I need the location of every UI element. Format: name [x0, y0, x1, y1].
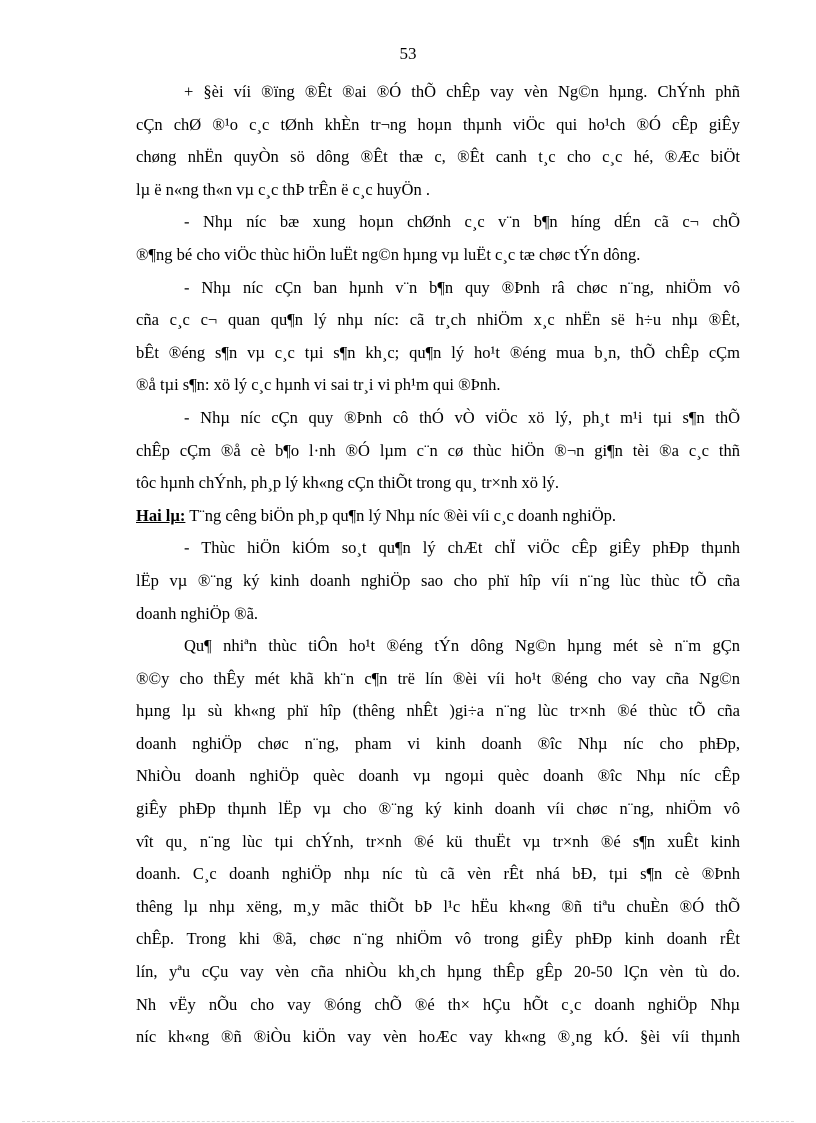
- paragraph-4-line: - Nhµ níc cÇn quy ®Þnh cô thÓ vÒ viÖc xö lý, ph¸t m¹i tµi s¶n thÕ: [184, 407, 740, 427]
- paragraph-7-line: doanh nghiÖp chøc n¨ng, pham vi kinh doanh ®îc Nhµ níc cho phÐp,: [136, 733, 740, 753]
- paragraph-6-line: lËp vµ ®¨ng ký kinh doanh nghiÖp sao cho phï hîp víi n¨ng lùc thùc tÕ cña: [136, 570, 740, 590]
- paragraph-1-line: chøng nhËn quyÒn sö dông ®Êt thæ c, ®Êt canh t¸c cho c¸c hé, ®Æc biÖt: [136, 147, 740, 167]
- paragraph-4-line: chÊp cÇm ®å cè b¶o l·nh ®Ó lµm c¨n cø thùc hiÖn ®¬n gi¶n tèi ®a c¸c thñ: [136, 440, 740, 460]
- paragraph-6-line: doanh nghiÖp ®ã.: [136, 603, 259, 623]
- paragraph-1-line: + §èi víi ®ïng ®Êt ®ai ®Ó thÕ chÊp vay vèn Ng©n hµng. ChÝnh phñ: [184, 82, 740, 101]
- paragraph-6-line: - Thùc hiÖn kiÓm so¸t qu¶n lý chÆt chÏ viÖc cÊp giÊy phÐp thµnh: [184, 538, 740, 558]
- paragraph-2-line: ®¶ng bé cho viÖc thùc hiÖn luËt ng©n hµng vµ luËt c¸c tæ chøc tÝn dông.: [136, 244, 641, 264]
- paragraph-7-line: ®©y cho thÊy mét khã kh¨n c¶n trë lín ®èi víi ho¹t ®éng cho vay cña Ng©n: [136, 668, 740, 688]
- section-heading-text: T¨ng cêng biÖn ph¸p qu¶n lý Nhµ níc ®èi víi c¸c doanh nghiÖp.: [185, 505, 617, 525]
- paragraph-7-line: níc kh«ng ®ñ ®iÒu kiÖn vay vèn hoÆc vay kh«ng ®¸ng kÓ. §èi víi thµnh: [136, 1027, 740, 1047]
- page-number: 53: [399, 44, 417, 63]
- section-heading: [136, 500, 740, 533]
- paragraph-1-line: lµ ë n«ng th«n vµ c¸c thÞ trÊn ë c¸c huyÖn .: [136, 179, 430, 199]
- paragraph-3-line: - Nhµ níc cÇn ban hµnh v¨n b¶n quy ®Þnh râ chøc n¨ng, nhiÖm vô: [184, 277, 740, 297]
- paragraph-7-line: chÊp. Trong khi ®ã, chøc n¨ng nhiÖm vô trong giÊy phÐp kinh doanh rÊt: [136, 929, 740, 949]
- paragraph-3-line: ®å tµi s¶n: xö lý c¸c hµnh vi sai tr¸i vi ph¹m qui ®Þnh.: [136, 375, 501, 395]
- paragraph-7-line: lín, yªu cÇu vay vèn cña nhiÒu kh¸ch hµng thÊp gÊp 20-50 lÇn vèn tù do.: [136, 962, 740, 982]
- paragraph-7-line: Qu¶ nhiªn thùc tiÔn ho¹t ®éng tÝn dông Ng©n hµng mét sè n¨m gÇn: [184, 636, 740, 656]
- paragraph-7-line: giÊy phÐp thµnh lËp vµ cho ®¨ng ký kinh doanh víi chøc n¨ng, nhiÖm vô: [136, 799, 740, 819]
- page-bottom-divider: [22, 1121, 794, 1122]
- paragraph-7-line: vît qu¸ n¨ng lùc tµi chÝnh, tr×nh ®é kü thuËt vµ tr×nh ®é s¶n xuÊt kinh: [136, 831, 740, 851]
- paragraph-7-line: Nh vËy nÕu cho vay ®óng chÕ ®é th× hÇu hÕt c¸c doanh nghiÖp Nhµ: [136, 994, 740, 1014]
- section-heading-label: Hai lµ:: [136, 505, 186, 525]
- paragraph-3-line: cña c¸c c¬ quan qu¶n lý nhµ níc: cã tr¸ch nhiÖm x¸c nhËn së h÷u nhµ ®Êt,: [136, 310, 740, 330]
- paragraph-7-line: hµng lµ sù kh«ng phï hîp (thêng nhÊt )gi÷a n¨ng lùc tr×nh ®é thùc tÕ cña: [136, 701, 740, 721]
- paragraph-7-line: NhiÒu doanh nghiÖp quèc doanh vµ ngoµi quèc doanh ®îc Nhµ níc cÊp: [136, 766, 740, 786]
- paragraph-1-line: cÇn chØ ®¹o c¸c tØnh khÈn tr¬ng hoµn thµnh viÖc qui ho¹ch ®Ó cÊp giÊy: [136, 114, 740, 134]
- body-text: [136, 76, 740, 1054]
- paragraph-2-line: - Nhµ níc bæ xung hoµn chØnh c¸c v¨n b¶n híng dÉn cã c¬ chÕ: [184, 212, 740, 232]
- paragraph-4-line: tôc hµnh chÝnh, ph¸p lý kh«ng cÇn thiÕt trong qu¸ tr×nh xö lý.: [136, 473, 560, 493]
- paragraph-7-line: thêng lµ nhµ xëng, m¸y mãc thiÕt bÞ l¹c hËu kh«ng ®ñ tiªu chuÈn ®Ó thÕ: [136, 896, 740, 916]
- paragraph-7-line: doanh. C¸c doanh nghiÖp nhµ níc tù cã vèn rÊt nhá bÐ, tµi s¶n cè ®Þnh: [136, 864, 740, 884]
- paragraph-3-line: bÊt ®éng s¶n vµ c¸c tµi s¶n kh¸c; qu¶n lý ho¹t ®éng mua b¸n, thÕ chÊp cÇm: [136, 342, 740, 362]
